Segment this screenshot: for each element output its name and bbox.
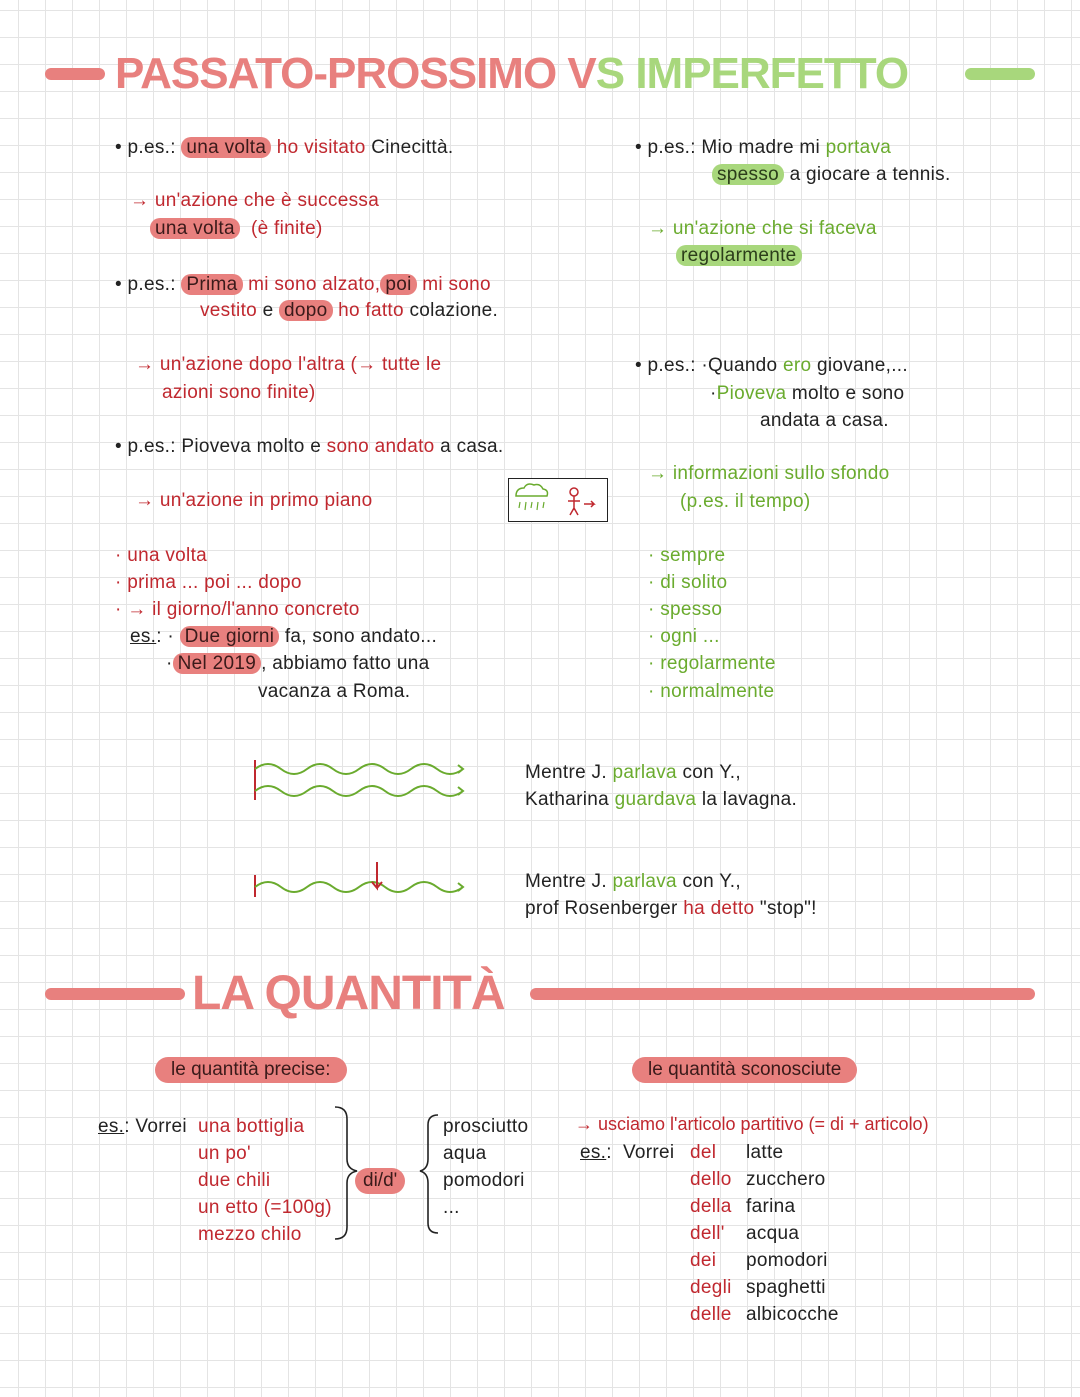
partitive-article: dello	[690, 1169, 732, 1190]
timeline-interrupt-diagram	[250, 860, 480, 900]
text-segment: con Y.,	[676, 871, 741, 892]
text-segment: → un'azione in primo piano	[135, 490, 373, 511]
title-passato: PASSATO-PROSSIMO	[115, 49, 568, 98]
text-segment: : Vorrei	[124, 1116, 187, 1137]
text-segment: · → il giorno/l'anno concreto	[115, 599, 360, 620]
highlighted-text: Prima	[181, 274, 242, 295]
text-segment: vestito	[200, 300, 258, 321]
highlighted-text: una volta	[181, 137, 271, 158]
text-segment: → usciamo l'articolo partitivo (= di + articolo)	[575, 1114, 929, 1134]
section-title-quantita: LA QUANTITÀ	[192, 967, 505, 1020]
text-segment: (è finite)	[239, 218, 323, 239]
title-s: S	[595, 49, 625, 98]
partitive-article: dei	[690, 1250, 717, 1271]
imp-signal-2	[648, 571, 727, 595]
highlighted-text: spesso	[712, 164, 784, 185]
text-segment: Cinecittà.	[365, 137, 454, 158]
text-segment: ·	[710, 383, 717, 404]
text-segment: a casa.	[434, 436, 504, 457]
text-segment: ero	[783, 355, 812, 376]
text-segment: ha detto	[683, 898, 755, 919]
page-title	[115, 34, 908, 114]
title-bar-left	[45, 68, 105, 80]
amount-item: due chili	[198, 1170, 271, 1191]
partitive-example-label	[580, 1141, 674, 1165]
partitive-noun: zucchero	[746, 1169, 826, 1190]
section-bar-right	[530, 988, 1035, 1000]
text-segment: mi sono	[416, 274, 491, 295]
pp-example-1	[115, 136, 453, 160]
imp-explanation-1	[648, 217, 877, 241]
pp-explanation-3	[135, 489, 372, 513]
text-segment: → un'azione che è successa	[130, 190, 380, 211]
text-segment: con Y.,	[676, 762, 741, 783]
food-item: prosciutto	[443, 1116, 529, 1137]
text-segment: Mentre J.	[525, 871, 613, 892]
text-segment: prof Rosenberger	[525, 898, 684, 919]
pp-signal-1	[115, 544, 207, 568]
partitive-noun: spaghetti	[746, 1277, 826, 1298]
text-segment: giovane,...	[811, 355, 908, 376]
imp-signal-6	[648, 680, 774, 704]
amount-item: un etto (=100g)	[198, 1197, 332, 1218]
text-segment: · una volta	[115, 545, 208, 566]
amount-item: mezzo chilo	[198, 1224, 302, 1245]
text-segment: → un'azione che si faceva	[648, 218, 877, 239]
text-segment: • p.es.: ·Quando	[635, 355, 783, 376]
text-segment: a giocare a tennis.	[784, 164, 951, 185]
label-precise-quantities: le quantità precise:	[155, 1057, 347, 1083]
text-segment: , abbiamo fatto una	[261, 653, 430, 674]
partitive-article: delle	[690, 1304, 732, 1325]
highlighted-text: regolarmente	[676, 245, 802, 266]
text-segment: · ogni ...	[648, 626, 720, 647]
pp-explanation-1	[130, 189, 379, 213]
label-unknown-quantities: le quantità sconosciute	[632, 1057, 857, 1083]
text-segment: ·	[166, 653, 173, 674]
food-item: pomodori	[443, 1170, 525, 1191]
pp-explanation-1b	[150, 217, 323, 241]
pp-signal-example-2	[166, 652, 429, 676]
imp-example-2	[635, 354, 908, 378]
timeline-parallel-diagram	[250, 755, 480, 805]
text-segment: • p.es.: Mio madre mi	[635, 137, 826, 158]
partitive-article: della	[690, 1196, 732, 1217]
quantity-example-label	[98, 1115, 187, 1139]
text-segment: · prima ... poi ... dopo	[115, 572, 302, 593]
text-segment: es.	[580, 1142, 607, 1163]
text-segment: : Vorrei	[606, 1142, 675, 1163]
text-segment: portava	[825, 137, 892, 158]
imp-signal-3	[648, 598, 722, 622]
partitive-article: dell'	[690, 1223, 725, 1244]
text-segment: · regolarmente	[648, 653, 776, 674]
text-segment: · sempre	[648, 545, 726, 566]
pp-example-3	[115, 435, 503, 459]
timeline-example-b2	[525, 897, 817, 921]
text-segment: (p.es. il tempo)	[680, 491, 811, 512]
section-bar-left	[45, 988, 185, 1000]
highlighted-text: una volta	[150, 218, 240, 239]
text-segment: Pioveva	[716, 383, 787, 404]
text-segment: parlava	[612, 762, 677, 783]
di-preposition-badge: di/d'	[355, 1168, 405, 1194]
highlighted-text: Nel 2019	[173, 653, 261, 674]
title-v: V	[567, 49, 596, 98]
imp-example-1	[635, 136, 891, 160]
text-segment: guardava	[614, 789, 697, 810]
rain-person-sketch-icon	[508, 478, 608, 522]
pp-example-2	[115, 273, 491, 297]
text-segment: azioni sono finite)	[162, 382, 316, 403]
text-segment: vacanza a Roma.	[258, 681, 411, 702]
partitive-noun: acqua	[746, 1223, 800, 1244]
text-segment: · di solito	[648, 572, 728, 593]
title-bar-right	[965, 68, 1035, 80]
text-segment: sono andato	[326, 436, 435, 457]
highlighted-text: dopo	[279, 300, 332, 321]
text-segment: fa, sono andato...	[279, 626, 438, 647]
text-segment: e	[257, 300, 280, 321]
imp-signal-4	[648, 625, 720, 649]
partitive-noun: pomodori	[746, 1250, 828, 1271]
text-segment: "stop"!	[754, 898, 817, 919]
pp-example-2b	[200, 299, 498, 323]
text-segment: • p.es.:	[115, 137, 182, 158]
pp-signal-2	[115, 571, 302, 595]
text-segment: · normalmente	[648, 681, 775, 702]
partitive-article: del	[690, 1142, 717, 1163]
highlighted-text: poi	[380, 274, 416, 295]
text-segment: Katharina	[525, 789, 615, 810]
text-segment: → informazioni sullo sfondo	[648, 463, 890, 484]
imp-example-1b	[712, 163, 951, 187]
text-segment: la lavagna.	[696, 789, 798, 810]
timeline-example-a2	[525, 788, 797, 812]
pp-explanation-2b	[162, 381, 316, 405]
text-segment: colazione.	[403, 300, 499, 321]
text-segment: mi sono alzato,	[242, 274, 381, 295]
timeline-example-a1	[525, 761, 741, 785]
imp-explanation-2	[648, 462, 890, 486]
amount-item: un po'	[198, 1143, 251, 1164]
text-segment: ho fatto	[332, 300, 404, 321]
food-item: ...	[443, 1197, 460, 1218]
text-segment: es.	[98, 1116, 125, 1137]
text-segment: · spesso	[648, 599, 723, 620]
text-segment: • p.es.:	[115, 274, 182, 295]
imp-example-2c	[760, 409, 889, 433]
pp-signal-example-2b	[258, 680, 410, 704]
text-segment: : ·	[156, 626, 180, 647]
text-segment: → un'azione dopo l'altra (→ tutte le	[135, 354, 442, 375]
imp-explanation-2b	[680, 490, 810, 514]
partitive-noun: farina	[746, 1196, 796, 1217]
text-segment: es.	[130, 626, 157, 647]
partitive-noun: albicocche	[746, 1304, 839, 1325]
text-segment: Mentre J.	[525, 762, 613, 783]
text-segment: andata a casa.	[760, 410, 889, 431]
pp-explanation-2	[135, 353, 441, 377]
pp-signal-3	[115, 598, 360, 622]
partitive-article: degli	[690, 1277, 732, 1298]
food-item: aqua	[443, 1143, 487, 1164]
imp-explanation-1b	[676, 244, 802, 268]
imp-signal-1	[648, 544, 725, 568]
text-segment: parlava	[612, 871, 677, 892]
timeline-example-b1	[525, 870, 741, 894]
pp-signal-example-1	[130, 625, 437, 649]
highlighted-text: Due giorni	[180, 626, 280, 647]
partitive-noun: latte	[746, 1142, 784, 1163]
imp-example-2b	[710, 382, 904, 406]
partitive-rule	[575, 1112, 929, 1136]
text-segment: molto e sono	[786, 383, 905, 404]
imp-signal-5	[648, 652, 776, 676]
amount-item: una bottiglia	[198, 1116, 305, 1137]
text-segment: • p.es.: Pioveva molto e	[115, 436, 327, 457]
text-segment: ho visitato	[271, 137, 366, 158]
title-imperfetto: IMPERFETTO	[624, 49, 909, 98]
